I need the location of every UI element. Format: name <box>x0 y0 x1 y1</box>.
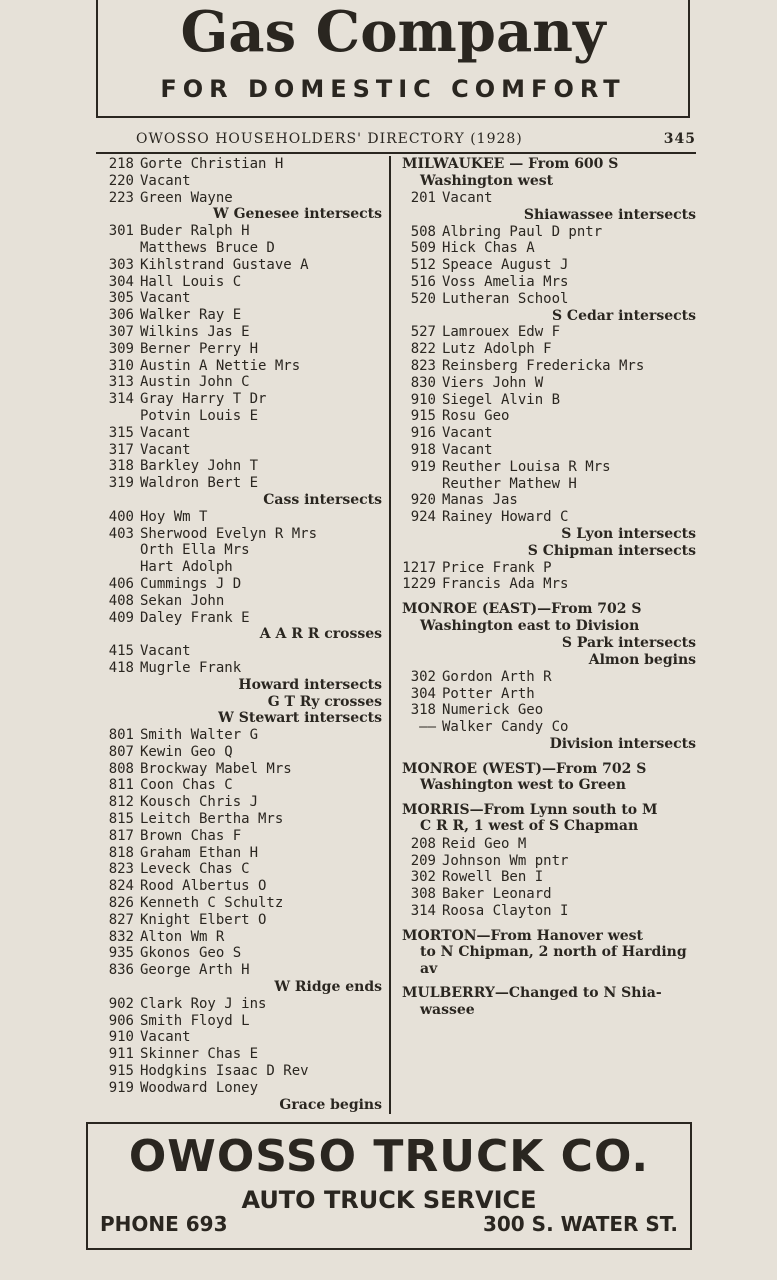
directory-entry <box>402 442 696 459</box>
house-number: 307 <box>108 323 134 340</box>
house-number: 924 <box>410 509 436 526</box>
house-number: 314 <box>410 902 436 919</box>
directory-entry <box>402 509 696 526</box>
directory-entry <box>100 324 382 341</box>
directory-entry <box>402 358 696 375</box>
resident-name: Leveck Chas C <box>140 861 250 878</box>
directory-entry <box>402 240 696 257</box>
intersection-note: W Stewart intersects <box>218 710 382 727</box>
directory-entry <box>100 526 382 543</box>
directory-entry <box>100 559 382 576</box>
directory-entry <box>100 912 382 929</box>
house-number: 313 <box>108 374 134 391</box>
directory-entry <box>100 828 382 845</box>
resident-name: Reuther Louisa R Mrs <box>442 458 611 475</box>
resident-name: Clark Roy J ins <box>140 995 267 1012</box>
house-number: 308 <box>410 886 436 903</box>
house-number: 911 <box>108 1046 134 1063</box>
house-number: 812 <box>108 794 134 811</box>
house-number: 309 <box>108 340 134 357</box>
directory-entry <box>402 257 696 274</box>
directory-entry <box>402 392 696 409</box>
street-heading-continuation: Washington east to Division <box>420 617 640 634</box>
directory-entry <box>100 475 382 492</box>
house-number: 920 <box>410 492 436 509</box>
house-number: 822 <box>410 341 436 358</box>
resident-name: Manas Jas <box>442 492 518 509</box>
resident-name: Sherwood Evelyn R Mrs <box>140 525 318 542</box>
page-number: 345 <box>663 131 696 147</box>
house-number: 318 <box>108 458 134 475</box>
directory-entry <box>100 744 382 761</box>
resident-name: Kousch Chris J <box>140 794 259 811</box>
house-number: 406 <box>108 575 134 592</box>
directory-entry <box>100 878 382 895</box>
resident-name: Barkley John T <box>140 458 259 475</box>
directory-entry <box>100 307 382 324</box>
directory-entry <box>100 509 382 526</box>
directory-entry <box>100 996 382 1013</box>
directory-entry <box>402 869 696 886</box>
resident-name: Albring Paul D pntr <box>442 223 603 240</box>
truck-company-name: OWOSSO TRUCK CO. <box>128 1131 650 1182</box>
resident-name: Lutheran School <box>442 290 569 307</box>
directory-title: OWOSSO HOUSEHOLDERS' DIRECTORY (1928) <box>136 131 523 147</box>
house-number: 418 <box>108 659 134 676</box>
resident-name: Vacant <box>140 290 191 307</box>
directory-entry <box>100 593 382 610</box>
house-number: 223 <box>108 189 134 206</box>
street-heading-continuation: Washington west to Green <box>420 777 626 794</box>
house-number: 910 <box>410 391 436 408</box>
street-heading <box>402 601 696 634</box>
street-heading-text: MILWAUKEE — From 600 S <box>402 156 619 172</box>
house-number: 208 <box>410 835 436 852</box>
directory-entry <box>100 576 382 593</box>
resident-name: Walker Ray E <box>140 307 242 324</box>
resident-name: Woodward Loney <box>140 1079 259 1096</box>
directory-entry <box>402 903 696 920</box>
directory-entry <box>100 341 382 358</box>
resident-name: Smith Walter G <box>140 727 259 744</box>
intersection-note: S Chipman intersects <box>527 542 696 559</box>
house-number: 310 <box>108 357 134 374</box>
resident-name: Speace August J <box>442 257 569 274</box>
directory-entry <box>402 702 696 719</box>
street-heading <box>402 761 696 794</box>
house-number: 209 <box>410 852 436 869</box>
directory-entry <box>100 425 382 442</box>
house-number: 919 <box>108 1079 134 1096</box>
directory-entry <box>100 190 382 207</box>
directory-entry <box>100 1013 382 1030</box>
resident-name: Gray Harry T Dr <box>140 391 267 408</box>
resident-name: Cummings J D <box>140 575 242 592</box>
resident-name: Price Frank P <box>442 559 552 576</box>
house-number: 818 <box>108 844 134 861</box>
resident-name: Walker Candy Co <box>442 719 569 736</box>
resident-name: Gorte Christian H <box>140 156 284 172</box>
street-heading <box>402 928 696 978</box>
house-number: 302 <box>410 668 436 685</box>
resident-name: Daley Frank E <box>140 609 250 626</box>
resident-name: Vacant <box>140 172 191 189</box>
resident-name: Rainey Howard C <box>442 509 569 526</box>
house-number: 915 <box>108 1063 134 1080</box>
house-number: 306 <box>108 307 134 324</box>
house-number: 303 <box>108 256 134 273</box>
resident-name: Mugrle Frank <box>140 659 242 676</box>
directory-entry <box>402 324 696 341</box>
resident-name: Kihlstrand Gustave A <box>140 256 309 273</box>
resident-name: Siegel Alvin B <box>442 391 561 408</box>
house-number: 318 <box>410 702 436 719</box>
resident-name: Hick Chas A <box>442 240 535 257</box>
directory-entry <box>100 458 382 475</box>
resident-name: Sekan John <box>140 592 225 609</box>
house-number: 400 <box>108 508 134 525</box>
house-number: 826 <box>108 895 134 912</box>
house-number: 314 <box>108 391 134 408</box>
directory-entry <box>100 257 382 274</box>
truck-address: 300 S. WATER ST. <box>482 1212 678 1236</box>
resident-name: Gordon Arth R <box>442 668 552 685</box>
owosso-truck-ad <box>86 1122 692 1250</box>
street-heading-text: MONROE (EAST)—From 702 S <box>402 601 642 618</box>
house-number: 910 <box>108 1029 134 1046</box>
directory-entry <box>100 929 382 946</box>
house-number: 302 <box>410 869 436 886</box>
resident-name: Vacant <box>140 643 191 660</box>
house-number: 935 <box>108 945 134 962</box>
resident-name: Vacant <box>140 424 191 441</box>
house-number: 508 <box>410 223 436 240</box>
street-heading-continuation: wassee <box>420 1001 475 1018</box>
directory-entry <box>100 861 382 878</box>
resident-name: Matthews Bruce D <box>140 239 275 256</box>
directory-entry <box>100 240 382 257</box>
directory-entry <box>402 669 696 686</box>
intersection-note: W Ridge ends <box>274 979 382 996</box>
intersection-note: Division intersects <box>549 735 696 752</box>
resident-name: Waldron Bert E <box>140 475 259 492</box>
house-number: 304 <box>108 273 134 290</box>
resident-name: Rowell Ben I <box>442 869 544 886</box>
house-number: 918 <box>410 441 436 458</box>
resident-name: Hart Adolph <box>140 559 233 576</box>
directory-entry <box>100 358 382 375</box>
resident-name: Rood Albertus O <box>140 878 267 895</box>
directory-entry <box>402 459 696 476</box>
resident-name: Hoy Wm T <box>140 508 208 525</box>
street-heading <box>402 156 696 189</box>
house-number: 808 <box>108 760 134 777</box>
resident-name: Baker Leonard <box>442 886 552 903</box>
resident-name: Skinner Chas E <box>140 1046 259 1063</box>
resident-name: George Arth H <box>140 962 250 979</box>
intersection-note: Cass intersects <box>263 491 382 508</box>
house-number: 520 <box>410 290 436 307</box>
intersection-note: S Park intersects <box>561 635 696 652</box>
directory-entry <box>100 156 382 173</box>
resident-name: Vacant <box>140 441 191 458</box>
directory-entry <box>100 895 382 912</box>
house-number: 317 <box>108 441 134 458</box>
directory-entry <box>100 542 382 559</box>
directory-entry <box>100 1063 382 1080</box>
house-number: 403 <box>108 525 134 542</box>
house-number: 916 <box>410 425 436 442</box>
resident-name: Voss Amelia Mrs <box>442 273 569 290</box>
left-column <box>100 156 382 1113</box>
house-number: 305 <box>108 290 134 307</box>
house-number: 509 <box>410 240 436 257</box>
resident-name: Lutz Adolph F <box>442 341 552 358</box>
directory-entry <box>100 777 382 794</box>
house-number: 1229 <box>402 576 436 593</box>
directory-entry <box>100 223 382 240</box>
street-heading <box>402 802 696 835</box>
house-number: 906 <box>108 1012 134 1029</box>
directory-entry <box>100 374 382 391</box>
resident-name: Alton Wm R <box>140 928 225 945</box>
house-number: 836 <box>108 962 134 979</box>
house-number: 301 <box>108 223 134 240</box>
directory-entry <box>402 686 696 703</box>
directory-entry <box>100 727 382 744</box>
house-number: 823 <box>410 357 436 374</box>
house-number: 408 <box>108 592 134 609</box>
gas-company-name: Gas Company <box>180 0 606 65</box>
directory-entry <box>100 962 382 979</box>
gas-company-ad <box>96 0 690 118</box>
intersection-note: S Cedar intersects <box>551 307 696 324</box>
directory-entry <box>402 291 696 308</box>
house-number: 409 <box>108 609 134 626</box>
resident-name: Numerick Geo <box>442 702 544 719</box>
directory-entry <box>100 1046 382 1063</box>
house-number: 807 <box>108 743 134 760</box>
resident-name: Viers John W <box>442 374 544 391</box>
directory-entry <box>100 643 382 660</box>
resident-name: Graham Ethan H <box>140 844 259 861</box>
directory-entry <box>100 442 382 459</box>
directory-entry <box>100 391 382 408</box>
resident-name: Coon Chas C <box>140 777 233 794</box>
directory-entry <box>402 224 696 241</box>
intersection-note: G T Ry crosses <box>267 693 382 710</box>
directory-entry <box>402 274 696 291</box>
resident-name: Roosa Clayton I <box>442 902 569 919</box>
resident-name: Potvin Louis E <box>140 407 259 424</box>
house-number: 527 <box>410 324 436 341</box>
resident-name: Reuther Mathew H <box>442 475 577 492</box>
intersection-note: Grace begins <box>279 1096 382 1113</box>
house-number: 512 <box>410 257 436 274</box>
truck-service: AUTO TRUCK SERVICE <box>241 1186 537 1214</box>
house-number: 824 <box>108 878 134 895</box>
directory-entry <box>100 290 382 307</box>
resident-name: Vacant <box>140 1029 191 1046</box>
resident-name: Reinsberg Fredericka Mrs <box>442 357 645 374</box>
resident-name: Gkonos Geo S <box>140 945 242 962</box>
house-number: 516 <box>410 273 436 290</box>
resident-name: Smith Floyd L <box>140 1012 250 1029</box>
directory-entry <box>100 173 382 190</box>
house-number: 902 <box>108 995 134 1012</box>
directory-entry <box>100 845 382 862</box>
house-number: 315 <box>108 424 134 441</box>
resident-name: Francis Ada Mrs <box>442 576 569 593</box>
directory-entry <box>100 811 382 828</box>
truck-phone: PHONE 693 <box>100 1212 228 1236</box>
directory-entry <box>100 610 382 627</box>
right-column <box>402 156 696 1019</box>
directory-entry <box>402 836 696 853</box>
intersection-note: W Genesee intersects <box>212 206 382 223</box>
house-number: 815 <box>108 811 134 828</box>
resident-name: Knight Elbert O <box>140 911 267 928</box>
directory-entry <box>100 274 382 291</box>
directory-entry <box>402 476 696 493</box>
resident-name: Hall Louis C <box>140 273 242 290</box>
intersection-note: Howard intersects <box>238 676 382 693</box>
street-heading-continuation: to N Chipman, 2 north of Harding av <box>420 944 687 977</box>
resident-name: Brown Chas F <box>140 827 242 844</box>
directory-entry <box>402 425 696 442</box>
house-number: 304 <box>410 685 436 702</box>
directory-entry <box>100 945 382 962</box>
directory-entry <box>402 341 696 358</box>
running-head <box>96 128 696 154</box>
house-number: —— <box>419 719 436 736</box>
intersection-note: A A R R crosses <box>259 626 382 643</box>
resident-name: Vacant <box>442 441 493 458</box>
directory-entry <box>402 576 696 593</box>
resident-name: Austin A Nettie Mrs <box>140 357 301 374</box>
resident-name: Vacant <box>442 425 493 442</box>
directory-entry <box>100 660 382 677</box>
resident-name: Potter Arth <box>442 685 535 702</box>
street-heading-continuation: C R R, 1 west of S Chapman <box>420 818 639 835</box>
street-heading-continuation: Washington west <box>420 172 554 189</box>
directory-entry <box>402 560 696 577</box>
resident-name: Johnson Wm pntr <box>442 852 569 869</box>
directory-entry <box>402 190 696 207</box>
resident-name: Orth Ella Mrs <box>140 542 250 559</box>
street-heading <box>402 985 696 1018</box>
resident-name: Berner Perry H <box>140 340 259 357</box>
directory-entry <box>100 408 382 425</box>
house-number: 919 <box>410 458 436 475</box>
house-number: 817 <box>108 827 134 844</box>
intersection-note: Almon begins <box>588 651 696 668</box>
resident-name: Rosu Geo <box>442 408 510 425</box>
house-number: 201 <box>410 190 436 206</box>
resident-name: Buder Ralph H <box>140 223 250 240</box>
house-number: 915 <box>410 408 436 425</box>
directory-entry <box>100 1080 382 1097</box>
house-number: 319 <box>108 475 134 492</box>
house-number: 218 <box>108 156 134 172</box>
directory-entry <box>402 853 696 870</box>
street-heading-text: MORTON—From Hanover west <box>402 927 644 944</box>
column-divider <box>389 156 391 1114</box>
house-number: 1217 <box>402 559 436 576</box>
resident-name: Wilkins Jas E <box>140 323 250 340</box>
street-heading-text: MULBERRY—Changed to N Shia- <box>402 985 662 1002</box>
resident-name: Hodgkins Isaac D Rev <box>140 1063 309 1080</box>
directory-entry <box>402 886 696 903</box>
resident-name: Brockway Mabel Mrs <box>140 760 292 777</box>
house-number: 801 <box>108 727 134 744</box>
intersection-note: Shiawassee intersects <box>523 206 696 223</box>
resident-name: Leitch Bertha Mrs <box>140 811 284 828</box>
intersection-note: S Lyon intersects <box>561 525 696 542</box>
house-number: 827 <box>108 911 134 928</box>
house-number: 830 <box>410 374 436 391</box>
resident-name: Austin John C <box>140 374 250 391</box>
house-number: 811 <box>108 777 134 794</box>
resident-name: Reid Geo M <box>442 835 527 852</box>
directory-entry <box>402 408 696 425</box>
house-number: 415 <box>108 643 134 660</box>
resident-name: Lamrouex Edw F <box>442 324 561 341</box>
directory-entry <box>100 794 382 811</box>
house-number: 832 <box>108 928 134 945</box>
resident-name: Vacant <box>442 190 493 206</box>
street-heading-text: MORRIS—From Lynn south to M <box>402 801 658 818</box>
street-heading-text: MONROE (WEST)—From 702 S <box>402 760 647 777</box>
directory-entry <box>100 1029 382 1046</box>
house-number: 220 <box>108 172 134 189</box>
directory-entry <box>402 719 696 736</box>
house-number: 823 <box>108 861 134 878</box>
directory-entry <box>402 492 696 509</box>
resident-name: Kenneth C Schultz <box>140 895 284 912</box>
resident-name: Green Wayne <box>140 189 233 206</box>
directory-entry <box>100 761 382 778</box>
resident-name: Kewin Geo Q <box>140 743 233 760</box>
directory-entry <box>402 375 696 392</box>
gas-company-tagline: FOR DOMESTIC COMFORT <box>160 75 626 103</box>
